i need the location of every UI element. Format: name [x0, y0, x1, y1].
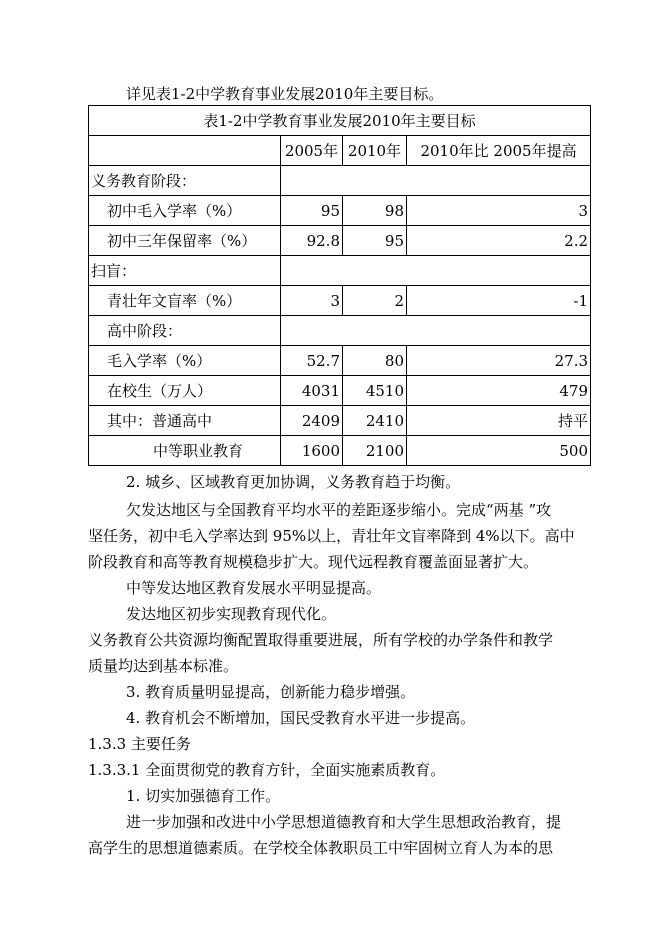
row-label: 中等职业教育: [89, 436, 281, 466]
row-2010: 98: [343, 196, 407, 226]
paragraph-line: 进一步加强和改进中小学思想道德教育和大学生思想政治教育，提: [126, 813, 562, 831]
row-2005: 1600: [281, 436, 343, 466]
table-caption-row: [89, 106, 591, 136]
row-2010: 2100: [343, 436, 407, 466]
paragraph-line: 4. 教育机会不断增加，国民受教育水平进一步提高。: [126, 709, 476, 727]
row-label: 初中三年保留率（%）: [89, 226, 281, 256]
table-row: [89, 166, 591, 196]
row-2010: 2410: [343, 406, 407, 436]
paragraph-line: 高学生的思想道德素质。在学校全体教职员工中牢固树立育人为本的思: [88, 839, 554, 857]
row-label: 青壮年文盲率（%）: [89, 286, 281, 316]
paragraph-line: 坚任务，初中毛入学率达到 95%以上，青壮年文盲率降到 4%以下。高中: [88, 527, 575, 545]
subsection-heading: 1.3.3.1 全面贯彻党的教育方针，全面实施素质教育。: [88, 761, 446, 779]
table-row: [89, 406, 591, 436]
paragraph-line: 欠发达地区与全国教育平均水平的差距逐步缩小。完成“两基 ”攻: [126, 501, 552, 519]
section-heading: 1.3.3 主要任务: [88, 735, 191, 753]
row-2010: 4510: [343, 376, 407, 406]
table-row: [89, 256, 591, 286]
paragraph-line: 1. 切实加强德育工作。: [126, 787, 281, 805]
intro-line: 详见表1-2中学教育事业发展2010年主要目标。: [126, 85, 444, 103]
paragraph-line: 3. 教育质量明显提高，创新能力稳步增强。: [126, 683, 416, 701]
row-diff: 479: [407, 376, 591, 406]
paragraph-line: 中等发达地区教育发展水平明显提高。: [126, 579, 382, 597]
row-2010: 95: [343, 226, 407, 256]
row-diff: 3: [407, 196, 591, 226]
row-2005: 95: [281, 196, 343, 226]
table-row: [89, 436, 591, 466]
row-diff: 持平: [407, 406, 591, 436]
row-2010: 2: [343, 286, 407, 316]
table-header-row: [89, 136, 591, 166]
paragraph-line: 质量均达到基本标准。: [88, 657, 239, 675]
row-empty: [281, 256, 591, 286]
table-row: [89, 286, 591, 316]
header-2010: 2010年: [343, 136, 407, 166]
row-2005: 3: [281, 286, 343, 316]
row-empty: [281, 316, 591, 346]
table-row: [89, 376, 591, 406]
row-diff: 500: [407, 436, 591, 466]
table-row: [89, 346, 591, 376]
header-diff: 2010年比 2005年提高: [407, 136, 591, 166]
header-blank: [89, 136, 281, 166]
row-label: 扫盲：: [89, 256, 281, 286]
table-row: [89, 316, 591, 346]
row-diff: 2.2: [407, 226, 591, 256]
row-2005: 2409: [281, 406, 343, 436]
row-label: 其中：普通高中: [89, 406, 281, 436]
table-caption: 表1-2中学教育事业发展2010年主要目标: [89, 106, 591, 136]
row-2005: 52.7: [281, 346, 343, 376]
row-empty: [281, 166, 591, 196]
row-2010: 80: [343, 346, 407, 376]
paragraph-line: 阶段教育和高等教育规模稳步扩大。现代远程教育覆盖面显著扩大。: [88, 553, 539, 571]
row-2005: 92.8: [281, 226, 343, 256]
paragraph-line: 义务教育公共资源均衡配置取得重要进展，所有学校的办学条件和教学: [88, 631, 554, 649]
header-2005: 2005年: [281, 136, 343, 166]
row-label: 义务教育阶段：: [89, 166, 281, 196]
table-row: [89, 196, 591, 226]
row-label: 高中阶段：: [89, 316, 281, 346]
goals-table: [88, 105, 591, 466]
row-diff: 27.3: [407, 346, 591, 376]
row-label: 在校生（万人）: [89, 376, 281, 406]
row-2005: 4031: [281, 376, 343, 406]
row-label: 毛入学率（%）: [89, 346, 281, 376]
row-diff: -1: [407, 286, 591, 316]
row-label: 初中毛入学率（%）: [89, 196, 281, 226]
paragraph-line: 发达地区初步实现教育现代化。: [126, 605, 337, 623]
table-row: [89, 226, 591, 256]
paragraph-line: 2. 城乡、区域教育更加协调，义务教育趋于均衡。: [126, 473, 461, 491]
